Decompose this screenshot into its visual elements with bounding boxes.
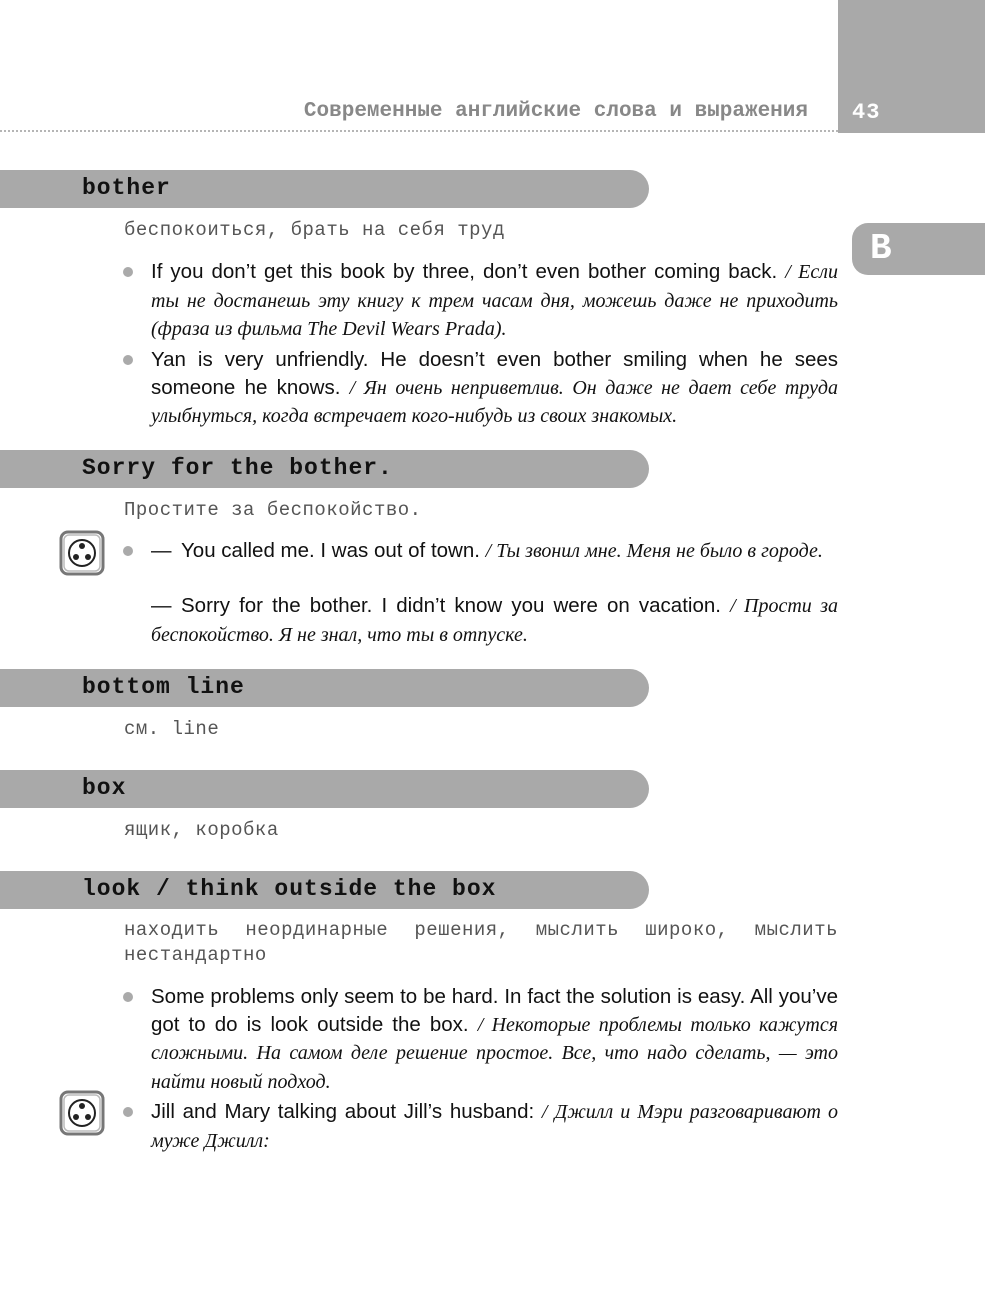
- running-title: Современные английские слова и выражения: [303, 100, 808, 123]
- entry-headword: bother: [82, 175, 171, 201]
- entry-headword-bar: [0, 170, 649, 208]
- entry-headword-bar: [0, 669, 649, 707]
- dialog-icon: [59, 530, 105, 576]
- example-russian: / Джилл и Мэри разговаривают о муже Джилл:: [151, 1101, 839, 1152]
- dialog-dash: —: [151, 594, 172, 617]
- entry-headword: bottom line: [82, 674, 245, 700]
- dialog-line: [151, 592, 838, 649]
- example-english: If you don’t get this book by three, don’t even bother coming back.: [151, 260, 778, 283]
- entry-headword: Sorry for the bother.: [82, 455, 393, 481]
- bullet-icon: [123, 355, 133, 365]
- entry-translation: находить неординарные решения, мыслить широко, мыслить нестандартно: [124, 919, 838, 966]
- entry-translation: Простите за беспокойство.: [124, 499, 422, 521]
- example-russian: / Ян очень неприветлив. Он даже не дает себе труда улыбнуться, когда встречает кого-нибудь из своих знакомых.: [151, 376, 839, 427]
- example-item: [151, 346, 838, 431]
- example-item: [151, 983, 838, 1096]
- bullet-icon: [123, 1107, 133, 1117]
- example-english: Yan is very unfriendly. He doesn’t even bother smiling when he sees someone he knows.: [151, 348, 838, 399]
- example-russian: / Если ты не достанешь эту книгу к трем часам дня, можешь даже не приходить (фраза из фильма The Devil Wears Prada).: [151, 261, 838, 340]
- example-english: Jill and Mary talking about Jill’s husband:: [151, 1100, 535, 1123]
- entry-headword-bar: [0, 450, 649, 488]
- dialog-icon: [59, 1090, 105, 1136]
- example-english: Some problems only seem to be hard. In fact the solution is easy. All you’ve got to do is look outside the box.: [151, 985, 838, 1036]
- entry-translation: ящик, коробка: [124, 819, 279, 841]
- dialog-line: [151, 537, 838, 566]
- section-letter: B: [870, 228, 892, 269]
- dialog-dash: —: [151, 539, 172, 562]
- entry-headword: box: [82, 775, 127, 801]
- dialog-english: Sorry for the bother. I didn’t know you were on vacation.: [181, 594, 721, 617]
- bullet-icon: [123, 992, 133, 1002]
- entry-translation: см. line: [124, 718, 220, 740]
- page-number: 43: [852, 100, 881, 125]
- dialog-russian: / Прости за беспокойство. Я не знал, что ты в отпуске.: [151, 595, 839, 646]
- bullet-icon: [123, 546, 133, 556]
- example-russian: / Некоторые проблемы только кажутся сложными. На самом деле решение простое. Все, что надо сделать, — это найти новый подход.: [151, 1013, 839, 1093]
- section-letter-tab: [852, 223, 985, 275]
- entry-headword-bar: [0, 770, 649, 808]
- entry-headword: look / think outside the box: [82, 876, 497, 902]
- entry-translation: беспокоиться, брать на себя труд: [124, 219, 505, 241]
- example-item: [151, 1098, 838, 1155]
- entry-headword-bar: [0, 871, 649, 909]
- dialog-russian: / Ты звонил мне. Меня не было в городе.: [485, 540, 823, 562]
- bullet-icon: [123, 267, 133, 277]
- example-item: [151, 258, 838, 344]
- dialog-english: You called me. I was out of town.: [181, 539, 480, 562]
- header-divider: [0, 130, 838, 132]
